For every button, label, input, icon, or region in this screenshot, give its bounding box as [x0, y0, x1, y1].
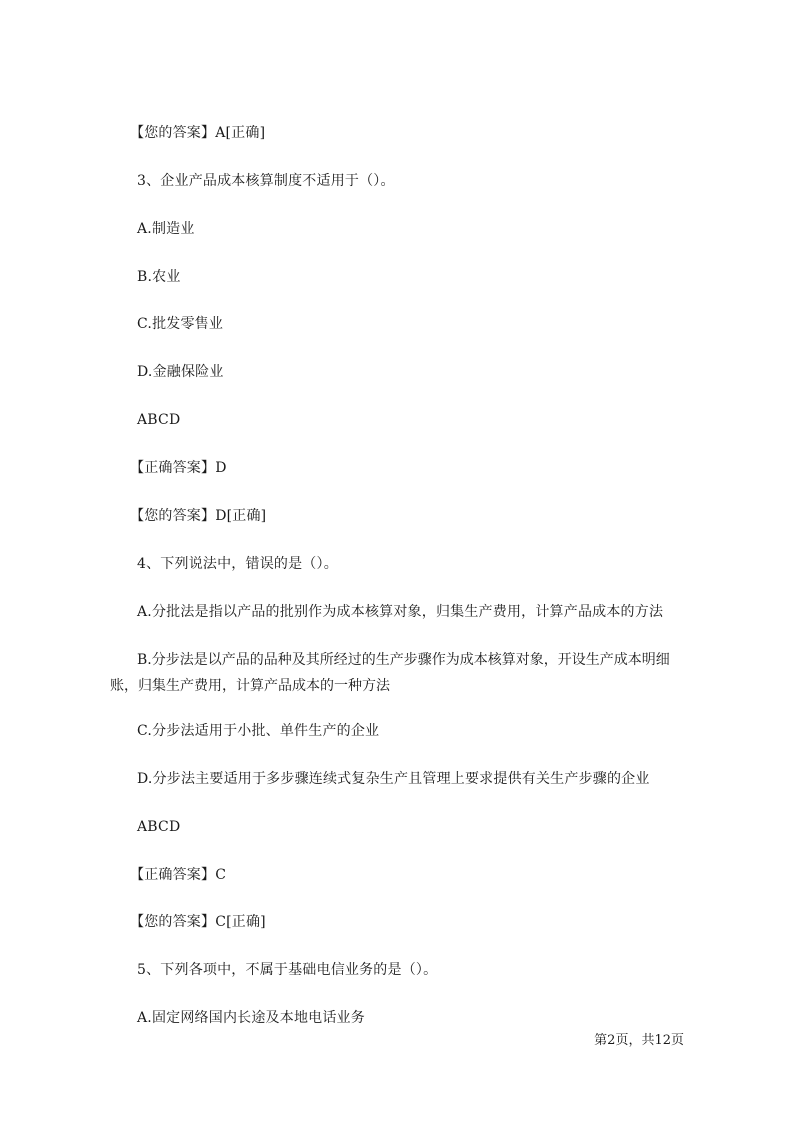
your-answer-line: 【您的答案】A[正确]	[130, 125, 266, 141]
option-a: A.分批法是指以产品的批别作为成本核算对象，归集生产费用，计算产品成本的方法	[137, 604, 664, 620]
option-d: D.分步法主要适用于多步骤连续式复杂生产且管理上要求提供有关生产步骤的企业	[137, 771, 650, 787]
page-number: 第2页，共12页	[594, 1033, 684, 1048]
correct-answer-line: 【正确答案】C	[130, 867, 227, 883]
your-answer-line: 【您的答案】C[正确]	[130, 914, 266, 930]
option-b: B.分步法是以产品的品种及其所经过的生产步骤作为成本核算对象，开设生产成本明细账，归集生产费用，计算产品成本的一种方法	[110, 652, 670, 694]
question-3: 3、企业产品成本核算制度不适用于（）。	[137, 173, 395, 189]
option-d: D.金融保险业	[137, 364, 224, 380]
option-c: C.分步法适用于小批、单件生产的企业	[137, 723, 380, 739]
options-abcd: ABCD	[137, 819, 181, 835]
option-a: A.制造业	[137, 221, 195, 237]
your-answer-line: 【您的答案】D[正确]	[130, 508, 267, 524]
option-c: C.批发零售业	[137, 316, 224, 332]
options-abcd: ABCD	[137, 412, 181, 428]
question-4: 4、下列说法中，错误的是（）。	[137, 556, 338, 572]
correct-answer-line: 【正确答案】D	[130, 460, 227, 476]
option-a: A.固定网络国内长途及本地电话业务	[137, 1010, 365, 1026]
question-5: 5、下列各项中，不属于基础电信业务的是（）。	[137, 962, 438, 978]
option-b: B.农业	[137, 269, 181, 285]
